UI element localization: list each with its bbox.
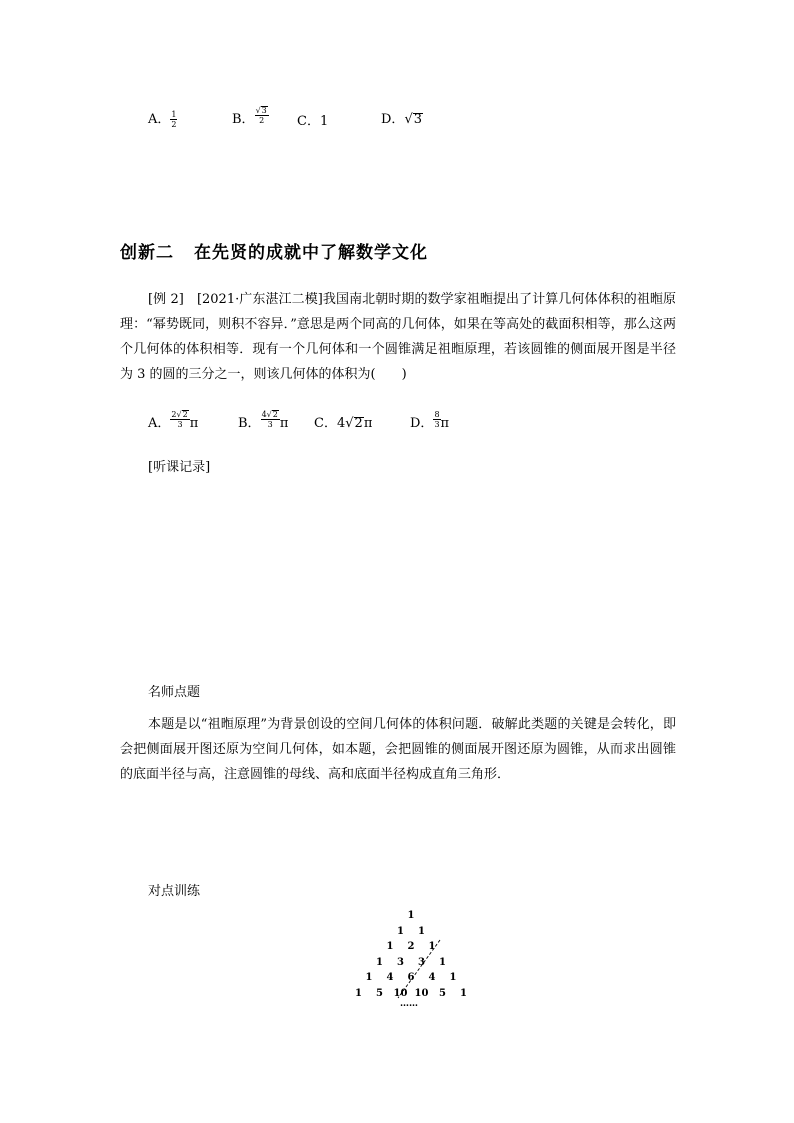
pascal-row	[340, 941, 490, 955]
pascal-row	[340, 957, 490, 971]
pascal-number: 1	[418, 925, 425, 937]
pascal-number: 10	[393, 987, 408, 999]
sqrt-symbol: √3	[404, 112, 423, 127]
q1-option-d[interactable]: D．√3	[381, 112, 423, 127]
pascal-number: 4	[386, 972, 394, 983]
q2-option-a[interactable]: A． $\frac{2√2}{3}$ π	[148, 410, 199, 431]
pascal-number: 1	[365, 972, 373, 983]
pascal-number: 1	[449, 972, 457, 983]
sqrt-symbol: √2	[266, 410, 278, 419]
pascal-number: 3	[397, 956, 404, 968]
fraction: $\frac{2√2}{3}$	[171, 410, 188, 429]
pascal-triangle-figure	[340, 910, 490, 1015]
pascal-number: 1	[407, 910, 415, 921]
notes-label: [听课记录]	[148, 460, 211, 475]
teacher-tip-paragraph: 本题是以“祖暅原理”为背景创设的空间几何体的体积问题．破解此类题的关键是会转化，即会把侧面展开图还原为空间几何体，如本题，会把圆锥的侧面展开图还原为圆锥，从而求出圆锥的底面半径与高，注意圆锥的母线、高和底面半径构成直角三角形．	[120, 717, 676, 782]
q1-option-c[interactable]: C．1	[297, 114, 329, 129]
pascal-ellipsis: ……	[400, 999, 418, 1009]
pascal-number: 1	[355, 987, 362, 999]
pascal-row	[340, 910, 490, 924]
teacher-tip-title: 名师点题	[148, 685, 201, 700]
pascal-number: 6	[407, 972, 415, 983]
sqrt-symbol: √2	[345, 416, 363, 431]
example-2-paragraph: [例 2] [2021·广东湛江二模]我国南北朝时期的数学家祖暅提出了计算几何体体积的祖暅原理：“幂势既同，则积不容异．”意思是两个同高的几何体，如果在等高处的截面积相等，那么这两个几何体的体积相等．现有一个几何体和一个圆锥满足祖暅原理，若该圆锥的侧面展开图是半径为 3 的圆的三分之一，则该几何体的体积为( )	[120, 292, 676, 382]
pascal-number: 4	[428, 972, 436, 983]
q1-option-a[interactable]: A． $\frac{1}{2}$	[148, 110, 177, 129]
sqrt-symbol: √2	[176, 410, 188, 419]
pascal-number: 3	[418, 956, 425, 968]
fraction: $\frac{4√2}{3}$	[261, 410, 278, 429]
fraction: $\frac{8}{3}$	[434, 410, 440, 429]
training-title: 对点训练	[148, 884, 201, 899]
fraction: $\frac{1}{2}$	[171, 110, 177, 129]
fraction: $\frac{√3}{2}$	[255, 106, 267, 125]
pascal-number: 10	[414, 987, 429, 999]
pascal-number: 1	[376, 956, 383, 968]
q1-option-b[interactable]: B． $\frac{√3}{2}$	[232, 106, 267, 127]
pascal-number: 1	[460, 987, 467, 999]
pascal-number: 1	[428, 941, 436, 952]
pascal-number: 2	[407, 941, 415, 952]
q2-option-d[interactable]: D． $\frac{8}{3}$ π	[410, 410, 450, 431]
pascal-number: 5	[376, 987, 383, 999]
q2-option-c[interactable]: C．4√2π	[314, 416, 373, 431]
pascal-number: 1	[386, 941, 394, 952]
section-heading: 创新二 在先贤的成就中了解数学文化	[120, 243, 428, 263]
pascal-number: 1	[397, 925, 404, 937]
pascal-row	[340, 926, 490, 940]
pascal-number: 1	[439, 956, 446, 968]
sqrt-symbol: √3	[255, 106, 267, 115]
pascal-row	[340, 972, 490, 986]
q2-option-b[interactable]: B． $\frac{4√2}{3}$ π	[238, 410, 289, 431]
pascal-number: 5	[439, 987, 446, 999]
